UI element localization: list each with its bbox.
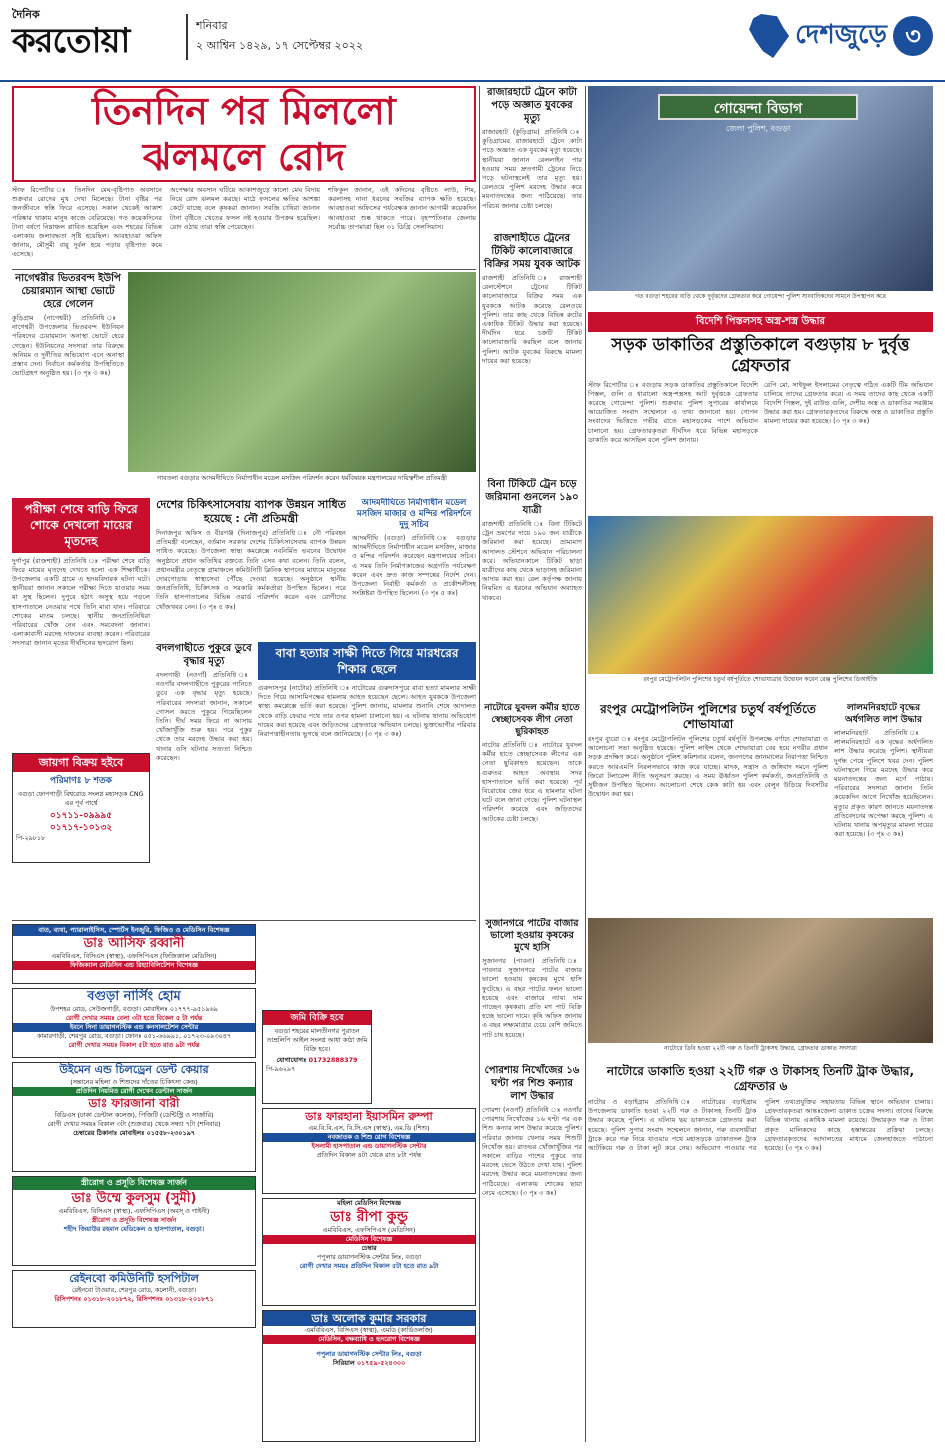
story-no-ticket — [482, 478, 582, 696]
rangpur-headline: রংপুর মেট্রোপলিটন পুলিশের চতুর্থ বর্ষপূর্তিতে শোভাযাত্রা — [600, 702, 816, 731]
father-body: গুরুদাসপুর (নাটোর) প্রতিনিধি ঃ নাটোরের গুরুদাসপুরে বাবা হত্যা মামলার সাক্ষী দিতে গিয়ে আসামিপক্ষের হামলায় আহত হয়েছেন ছেলে। আহত যুবককে উপজেলা স্বাস্থ্য কমপ্লেক্সে ভর্তি করা হয়েছে। পুলিশ জানায়, মামলার শুনানি শেষে আদালত থেকে বাড়ি ফেরার পথে তার ওপর হামলা চালানো হয়। এ ঘটনায় থানায় অভিযোগ দায়ের করা হয়েছে এবং জড়িতদের গ্রেফতারে অভিযান চলছে। ভুক্তভোগীর পরিবার নিরাপত্তাহীনতায় ভুগছে বলে জানিয়েছে। (৩ পৃঃ ৩ কঃ) — [258, 684, 476, 739]
page-number: ৩ — [893, 16, 933, 56]
rajshahi-ticket-body: রাজশাহী প্রতিনিধি ঃ রাজশাহী রেলস্টেশনে ট্রেনের টিকিট কালোবাজারে বিক্রির সময় এক যুবককে আটক করেছে রেলওয়ে পুলিশ। তার কাছ থেকে বিভিন্ন রুটের একাধিক টিকিট উদ্ধার করা হয়েছে। দীর্ঘদিন ধরে চক্রটি টিকিট কালোবাজারি করছিল বলে জানায় পুলিশ। আটক যুবকের বিরুদ্ধে মামলা দায়ের করা হয়েছে। — [482, 274, 582, 365]
story-rajshahi-ticket — [482, 232, 582, 472]
mosque-headline: আদমদীঘিতে নির্মাণাধীন মডেল মসজিদ মাজার ও মন্দির পরিদর্শনে দুদু সচিব — [356, 498, 472, 530]
health-body: দিনাজপুর অফিস ও বীরগঞ্জ (দিনাজপুর) প্রতিনিধি ঃ নৌ পরিবহন প্রতিমন্ত্রী বলেছেন, বর্তমান সরকার দেশের চিকিৎসাসেবায় ব্যাপক উন্নয়ন সাধিত করেছে। উপজেলা স্বাস্থ্য কমপ্লেক্সে নবনির্মিত ভবনের উদ্বোধন অনুষ্ঠানে প্রধান অতিথির বক্তব্যে তিনি এসব কথা বলেন। তিনি বলেন, প্রধানমন্ত্রীর নেতৃত্বে গ্রামাঞ্চলে কমিউনিটি ক্লিনিক স্থাপনের মাধ্যমে মানুষের দোরগোড়ায় স্বাস্থ্যসেবা পৌঁছে দেওয়া হয়েছে। অনুষ্ঠানে স্থানীয় জনপ্রতিনিধি, চিকিৎসক ও সরকারি কর্মকর্তারা উপস্থিত ছিলেন। পরে তিনি হাসপাতালের বিভিন্ন ওয়ার্ড পরিদর্শন করেন এবং রোগীদের খোঁজখবর নেন। (৩ পৃঃ ৫ কঃ) — [156, 529, 346, 611]
natore-cattle-headline: নাটোরে ডাকাতি হওয়া ২২টি গরু ও টাকাসহ তিনটি ট্রাক উদ্ধার, গ্রেফতার ৬ — [606, 1064, 915, 1093]
ad-dental-sub: (সন্তানের মহিলা ও শিশুদের দাঁতের চিকিৎসা কেন্দ্র) — [70, 1077, 198, 1086]
ad-rainbow-name: রেইনবো কমিউনিটি হসপিটাল — [69, 1272, 199, 1285]
ad-land2-body: বগুড়া শহরের মালতীনগর পুরাতন তাম্রলিপি আইল সংলগ্ন আধা কাঠা জমি বিক্রি হবে। — [266, 1027, 368, 1054]
photo-cattle-caption: নাটোরে ডিবি হওয়া ২২টি গরু ও তিনটি ট্রাকসহ উদ্ধার, গ্রেফতার ডাকাত সদস্যরা — [664, 1045, 857, 1052]
lead-body-1: স্টাফ রিপোর্টার ঃ তিনদিন মেঘ-বৃষ্টিপাত অবসানে শুক্রবার রোদের মুখ দেখা মিলেছে। টানা বৃষ্টির পর জনজীবনে স্বস্তি ফিরে এসেছে। সকাল থেকেই আকাশ পরিষ্কার থাকায় মানুষ কাজে বেরিয়েছে। গত কয়েকদিনের টানা বর্ষণে নিম্নাঞ্চল প্লাবিত হয়েছিল এবং শহরের বিভিন্ন এলাকায় জলাবদ্ধতা সৃষ্টি হয়েছিল। আবহাওয়া অফিস জানায়, মৌসুমী বায়ু দুর্বল হয়ে পড়ায় বৃষ্টিপাত কমে এসেছে। — [12, 186, 162, 259]
rajarhat-body: রাজারহাট (কুড়িগ্রাম) প্রতিনিধি ঃ কুড়িগ্রামের রাজারহাটে ট্রেনে কাটা পড়ে অজ্ঞাত এক যুবকের মৃত্যু হয়েছে। স্থানীয়রা জানান রেললাইন পার হওয়ার সময় দ্রুতগামী ট্রেনের নিচে পড়ে ঘটনাস্থলেই তার মৃত্যু হয়। রেলওয়ে পুলিশ মরদেহ উদ্ধার করে ময়নাতদন্তের জন্য পাঠিয়েছে। তার পরিচয় জানার চেষ্টা চলছে। — [482, 128, 582, 210]
health-headline: দেশের চিকিৎসাসেবায় ব্যাপক উন্নয়ন সাধিত হয়েছে : নৌ প্রতিমন্ত্রী — [156, 498, 346, 525]
father-headline: বাবা হত্যার সাক্ষী দিতে গিয়ে মারধরের শিকার ছেলে — [258, 642, 476, 680]
photo-rangpur — [588, 516, 933, 698]
ad-dental-phone: মোবাইলঃ ০১৫৫৮-২৩০১৯৭ — [119, 1128, 195, 1137]
ad-gynae-band: স্ত্রীরোগ ও প্রসূতি বিশেষজ্ঞ সার্জন — [13, 1177, 255, 1190]
ad-dental-band: প্রতিদিন নিয়মিত রোগী দেখেন ডেন্টাল সার্জন — [13, 1087, 255, 1096]
ad-gynae — [12, 1176, 256, 1266]
robbery-tag: বিদেশি পিস্তলসহ অস্ত্র-শস্ত্র উদ্ধার — [588, 312, 933, 332]
no-ticket-body: রাজশাহী প্রতিনিধি ঃ বিনা টিকিটে ট্রেন ভ্রমণের দায়ে ১৯০ জন যাত্রীকে জরিমানা করা হয়েছে। ভ্রাম্যমাণ আদালত স্টেশনে অভিযান পরিচালনা করে। অভিযানকালে টিকিট ছাড়া যাত্রীদের কাছ থেকে ভাড়াসহ জরিমানা আদায় করা হয়। রেল কর্তৃপক্ষ জানায় নিয়মিত এ ধরনের অভিযান অব্যাহত থাকবে। — [482, 520, 582, 602]
story-mosque — [352, 498, 476, 636]
porsha-headline: পোরশায় নিখোঁজের ১৬ ঘণ্টা পর শিশু কন্যার লাশ উদ্ধার — [484, 1065, 580, 1102]
robbery-body-2: রেপি মো. সাইফুল ইসলামের নেতৃত্বে গঠিত একটি টিম অভিযান চালিয়ে তাদের গ্রেফতার করে। এ সময় তাদের কাছ থেকে একটি বিদেশি পিস্তল, দুই রাউন্ড গুলি, দেশীয় অস্ত্র ও ডাকাতির সরঞ্জাম উদ্ধার করা হয়। গ্রেফতারকৃতদের বিরুদ্ধে অস্ত্র ও ডাকাতির প্রস্তুতি মামলা দায়ের করা হয়েছে। (৩ পৃঃ ৩ কঃ) — [764, 380, 933, 426]
lead-headline-line1: তিনদিন পর মিললো — [92, 89, 396, 133]
photo-cattle-image — [588, 918, 933, 1043]
ad-rainbow-phones: রিসিপশনঃ ০১৩১৮-২০১৮৭২, রিসিপশনঃ ০১৩১৮-২০১৮৭১ — [54, 1295, 214, 1303]
section-label — [749, 14, 933, 58]
ad-ibne-name: ইবনে সিনা ডায়াগনস্টিক এন্ড কনসালটেশন সেন্টার — [13, 1023, 255, 1032]
photo-mosque-visit-caption: গাবতলা বগুড়ার আদমদীঘিতে নির্মাণাধীন মডেল মসজিদ পরিদর্শন করেন ধর্মবিষয়ক মন্ত্রণালয়ের দায়িত্বশীল প্রতিমন্ত্রী — [157, 474, 447, 482]
photo-banner: গোয়েন্দা বিভাগ — [658, 94, 858, 120]
porsha-body: পোরশা (নওগাঁ) প্রতিনিধি ঃ নওগাঁর পোরশায় নিখোঁজের ১৬ ঘণ্টা পর এক শিশু কন্যার লাশ উদ্ধার করেছে পুলিশ। পরিবার জানায় খেলার সময় শিশুটি নিখোঁজ হয়। রাতভর খোঁজাখুঁজির পর সকালে বাড়ির পাশের পুকুরে তার মরদেহ ভেসে উঠতে দেখা যায়। পুলিশ মরদেহ উদ্ধার করে ময়নাতদন্তের জন্য পাঠিয়েছে। এলাকায় শোকের ছায়া নেমে এসেছে। (৩ পৃঃ ৩ কঃ) — [482, 1106, 582, 1197]
jute-headline: সুজানগরে পাটের বাজার ভালো হওয়ায় কৃষকের মুখে হাসি — [485, 918, 579, 953]
ad-rumpa-name: ডাঃ ফারহানা ইয়াসমিন রুম্পা — [305, 1110, 433, 1123]
ad-ripa-degree: এমবিবিএস, এফসিপিএস (মেডিসিন) — [322, 1226, 416, 1234]
ad-dental-time: রোগী দেখার সময়ঃ বিকাল ৩টা (শুক্রবার) থেকে সন্ধ্যা ৭টা (শনিবার) — [47, 1119, 221, 1128]
ad-nursing-name: বগুড়া নার্সিং হোম — [87, 989, 181, 1004]
ad-rainbow — [12, 1270, 256, 1328]
ad-olok-phone: ০১৭৫৯-৫২৪৩০০ — [356, 1359, 406, 1367]
logo-name: করতোয়া — [12, 20, 130, 61]
ad-rabbani-degree: এমবিবিএস, বিসিএস (স্বাস্থ্য), এফসিপিএস (ফিজিক্যাল মেডিসিন) — [51, 951, 217, 960]
jute-body: সুজানগর (পাবনা) প্রতিনিধি ঃ পাবনার সুজানগরে পাটের বাজার ভালো হওয়ায় কৃষকের মুখে হাসি ফুটেছে। এ বছর পাটের ফলন ভালো হয়েছে এবং বাজারে ন্যায্য দাম পাচ্ছেন কৃষকরা। প্রতি মণ পাট বিক্রি হচ্ছে ভালো দামে। কৃষি অফিস জানায় এ বছর লক্ষ্যমাত্রার চেয়ে বেশি জমিতে পাট চাষ হয়েছে। — [482, 957, 582, 1039]
masthead-date — [196, 16, 363, 56]
date: ২ আশ্বিন ১৪২৯, ১৭ সেপ্টেম্বর ২০২২ — [196, 39, 364, 52]
drown-headline: বদলগাছীতে পুকুরে ডুবে বৃদ্ধার মৃত্যু — [156, 643, 252, 667]
ad-land2-code: পি-৯৬২৯৭ — [266, 1065, 296, 1074]
ad-dental-chamber-label: চেম্বারের ঠিকানাঃ — [73, 1128, 118, 1137]
ad-dental-degree: বিডিএস (ঢাকা ডেন্টাল কলেজ), পিজিটি (ডেন্টিস্ট্রি ও সার্জারি) — [54, 1110, 214, 1119]
photo-cattle — [588, 918, 933, 1060]
story-nageshwari — [12, 272, 124, 494]
ad-olok-band: মেডিসিন, বক্ষব্যাধি ও হৃদরোগ বিশেষজ্ঞ — [263, 1335, 475, 1344]
story-rangpur — [588, 702, 828, 912]
exam-body: দুর্গাপুর (রাজশাহী) প্রতিনিধি ঃ পরীক্ষা শেষে বাড়ি ফিরে মায়ের মৃতদেহ দেখতে হলো এক শিক্ষার্থীকে। উপজেলার একটি গ্রামে এ হৃদয়বিদারক ঘটনা ঘটে। স্থানীয়রা জানান সকালে পরীক্ষা দিতে যাওয়ার সময় মা সুস্থ ছিলেন। দুপুরে হঠাৎ অসুস্থ হয়ে পড়লে হাসপাতালে নেওয়ার পথে তিনি মারা যান। পরিবারে শোকের মাতম চলছে। স্থানীয় জনপ্রতিনিধিরা পরিবারের খোঁজ নেন এবং সমবেদনা জানান। এলাকাবাসী মরদেহ দাফনের ব্যবস্থা করেন। পরিবারের সদস্যরা জানান মৃতের দীর্ঘদিনের হৃদরোগ ছিল। — [12, 556, 150, 648]
ad-rabbani-name: ডাঃ আসিফ রব্বানী — [83, 935, 185, 951]
bangladesh-map-icon — [749, 14, 789, 58]
robbery-body-1: স্টাফ রিপোর্টার ঃ বগুড়ায় সড়ক ডাকাতির প্রস্তুতিকালে বিদেশি পিস্তল, গুলি ও ধারালো অস্ত্র-শস্ত্রসহ আট দুর্বৃত্তকে গ্রেফতার করেছে গোয়েন্দা পুলিশ। শুক্রবার পুলিশ সুপারের কার্যালয়ে আয়োজিত সংবাদ সম্মেলনে এ তথ্য জানানো হয়। গোপন সংবাদের ভিত্তিতে গভীর রাতে মহাসড়কের পাশে অভিযান চালানো হয়। গ্রেফতারকৃতরা দীর্ঘদিন ধরে বিভিন্ন মহাসড়কে ডাকাতি করে আসছিল বলে পুলিশ জানায়। — [588, 380, 758, 444]
photo-rangpur-image — [588, 516, 933, 674]
ad-ripa-name: ডাঃ রীপা কুন্ডু — [330, 1209, 408, 1225]
ad-nursing-time: রোগী দেখার সময়ঃ বেলা ৩টা হতে বিকেল ৫ টা পর্যন্ত — [65, 1014, 203, 1022]
ad-land-area: পরিমাণঃ ৮ শতক — [50, 776, 112, 787]
lalmonirhat-headline: লালমনিরহাটে বৃদ্ধের অর্ধগলিত লাশ উদ্ধার — [845, 703, 922, 725]
row-rule — [12, 269, 476, 270]
newspaper-logo — [12, 8, 129, 59]
ad-gynae-hospital: শহীদ জিয়াউর রহমান মেডিকেল ও হাসপাতাল, বগুড়া। — [64, 1224, 204, 1233]
section-name: দেশজুড়ে — [795, 20, 887, 51]
ad-land2-label: যোগাযোগঃ — [276, 1056, 307, 1065]
ad-olok-degree: এমবিবিএস, বিসিএস (স্বাস্থ্য), এমডি (কার্ডিওলজি) — [305, 1326, 433, 1334]
ad-ripa-serial: রোগী দেখার সময়ঃ প্রতিদিন বিকাল ৫টা হতে রাত ৯টা — [299, 1262, 439, 1270]
nageshwari-body: কুড়িগ্রাম (নাগেশ্বরী) প্রতিনিধি ঃ নাগেশ্বরী উপজেলার ভিতরবন্দ ইউনিয়ন পরিষদের চেয়ারম্যান অনাস্থা ভোটে হেরে গেছেন। ইউনিয়নের সদস্যরা তার বিরুদ্ধে অনিয়ম ও দুর্নীতির অভিযোগ এনে অনাস্থা প্রস্তাব দেন। নির্বাচন কর্মকর্তার উপস্থিতিতে ভোটগ্রহণ অনুষ্ঠিত হয়। (৩ পৃঃ ৩ কঃ) — [12, 314, 124, 378]
lead-body-3: শফিকুল জানান, এই কদিনের বৃষ্টিতে লাউ, শিম, করলাসহ নানা ধরনের সবজির ব্যাপক ক্ষতি হয়েছে। আবহাওয়া অফিসের পর্যবেক্ষক জানান আগামী কয়েকদিন আবহাওয়া শুষ্ক থাকতে পারে। বৃহস্পতিবার জেলায় সর্বোচ্চ তাপমাত্রা ছিল ৩১ ডিগ্রি সেলসিয়াস। — [328, 186, 476, 231]
story-jute — [482, 918, 582, 1058]
drown-body: বদলগাছী (নওগাঁ) প্রতিনিধি ঃ নওগাঁর বদলগাছীতে পুকুরের পানিতে ডুবে এক বৃদ্ধার মৃত্যু হয়েছে। পরিবারের সদস্যরা জানান, সকালে গোসল করতে পুকুরে গিয়েছিলেন তিনি। দীর্ঘ সময় ফিরে না আসায় খোঁজাখুঁজি শুরু হয়। পরে পুকুর থেকে তার মরদেহ উদ্ধার করা হয়। থানার ওসি ঘটনার সত্যতা নিশ্চিত করেছেন। — [156, 671, 252, 762]
ad-ripa-band: মেডিসিন বিশেষজ্ঞ — [263, 1235, 475, 1244]
ad-ibne-addr: কামারগাড়ী, শেরপুর রোড, বগুড়া। ফোনঃ ০৫১-৬৬৯৯১, ০১৭২৩-০৯৩০৪৭ — [36, 1032, 232, 1040]
ad-olok — [262, 1310, 476, 1442]
ad-gynae-doctor: ডাঃ উম্মে কুলসুম (সুমী) — [71, 1190, 197, 1206]
column-rule — [479, 86, 480, 1442]
ad-ripa — [262, 1198, 476, 1306]
ad-nursing-addr: উপশহর রোড, সেউজগাড়ী, বগুড়া। মোবাইলঃ ০১৭৭৭-৯৫১৯৬৯ — [50, 1005, 218, 1013]
ad-ripa-chamber-label: চেম্বার — [361, 1244, 377, 1252]
natore-youth-headline: নাটোরে যুবদল কর্মীর হাতে স্বেচ্ছাসেবক লীগ নেতা ছুরিকাহত — [484, 703, 580, 737]
ad-rumpa-band: নবজাতক ও শিশু রোগ বিশেষজ্ঞ — [263, 1133, 475, 1142]
mosque-body: আদমদীঘি (বগুড়া) প্রতিনিধি ঃ বগুড়ার আদমদীঘিতে নির্মাণাধীন মডেল মসজিদ, মাজার ও মন্দির পরিদর্শন করেছেন মন্ত্রণালয়ের সচিব। এ সময় তিনি নির্মাণকাজের অগ্রগতি পর্যবেক্ষণ করেন এবং দ্রুত কাজ সম্পন্নের নির্দেশ দেন। উপজেলা নির্বাহী কর্মকর্তা ও প্রকৌশলীসহ সংশ্লিষ্টরা উপস্থিত ছিলেন। (৩ পৃঃ ৫ কঃ) — [352, 534, 476, 598]
exam-headline: পরীক্ষা শেষে বাড়ি ফিরে শোকে দেখলো মায়ের মৃতদেহ — [12, 498, 150, 553]
natore-cattle-body: নাটোর ও বড়াইগ্রাম প্রতিনিধি ঃ নাটোরের বড়াইগ্রাম উপজেলায় ডাকাতি হওয়া ২২টি গরু ও টাকাসহ তিনটি ট্রাক উদ্ধার করেছে পুলিশ। এ ঘটনায় ছয় ডাকাতকে গ্রেফতার করা হয়েছে। পুলিশ সুপার সংবাদ সম্মেলনে জানান, গরু ব্যবসায়ীরা ট্রাকে করে গরু নিয়ে যাওয়ার পথে মহাসড়কে ডাকাতদল ট্রাক আটকিয়ে গরু ও টাকা লুট করে নেয়। অভিযোগ পাওয়ার পর পুলিশ তথ্যপ্রযুক্তির সহায়তায় বিভিন্ন স্থানে অভিযান চালায়। গ্রেফতারকৃতরা আন্তঃজেলা ডাকাত চক্রের সদস্য। তাদের বিরুদ্ধে বিভিন্ন থানায় একাধিক মামলা রয়েছে। উদ্ধারকৃত গরু ও টাকা প্রকৃত মালিকদের কাছে হস্তান্তরের প্রক্রিয়া চলছে। গ্রেফতারকৃতদের আদালতের মাধ্যমে জেলহাজতে পাঠানো হয়েছে। (৩ পৃঃ ৩ কঃ) — [588, 1098, 933, 1153]
weekday: শনিবার — [196, 19, 228, 32]
ad-dental-doctor: ডাঃ ফারজানা বারী — [88, 1095, 180, 1110]
story-drown — [156, 642, 252, 862]
logo-daily: দৈনিক — [12, 8, 40, 21]
story-exam — [12, 498, 150, 918]
photo-mosque-visit — [128, 272, 476, 494]
nageshwari-headline: নাগেশ্বরীর ভিতরবন্দ ইউপি চেয়ারম্যান আস্থা ভোটে হেরে গেলেন — [15, 273, 121, 310]
robbery-body-columns — [588, 381, 933, 499]
ad-ripa-chamber: পপুলার ডায়াগনস্টিক সেন্টার লিঃ, বগুড়া — [316, 1253, 422, 1261]
ad-gynae-degree: এমবিবিএস, বিসিএস (স্বাস্থ্য), এফসিপিএস (অবস্ ও গাইনী) — [58, 1206, 210, 1215]
lead-headline-line2: ঝলমলে রোদ — [142, 135, 346, 179]
ad-rumpa-hospital: ইসলামী হাসপাতাল এন্ড ডায়াগনস্টিক সেন্টার — [311, 1142, 427, 1150]
ad-ripa-top: মহিলা মেডিসিন বিশেষজ্ঞ — [337, 1199, 401, 1207]
ad-land-sale-2 — [262, 1010, 372, 1104]
rajshahi-ticket-headline: রাজশাহীতে ট্রেনের টিকিট কালোবাজারে বিক্রির সময় যুবক আটক — [483, 233, 581, 270]
masthead-divider — [186, 14, 188, 60]
ad-rumpa — [262, 1108, 476, 1194]
photo-police-arrest-image — [588, 86, 933, 291]
ad-rabbani-band: ফিজিক্যাল মেডিসিন এন্ড রিহ্যাবিলিটেশন বিশেষজ্ঞ — [13, 961, 255, 970]
photo-mosque-visit-image — [128, 272, 476, 472]
ad-ibne-time: রোগী দেখার সময়ঃ বিকাল ৫টা হতে রাত ৯টা পর্যন্ত — [68, 1041, 200, 1049]
natore-youth-body: নাটোর প্রতিনিধি ঃ নাটোরে যুবদল কর্মীর হাতে স্বেচ্ছাসেবক লীগের এক নেতা ছুরিকাহত হয়েছেন। তাকে গুরুতর আহত অবস্থায় সদর হাসপাতালে ভর্তি করা হয়েছে। পূর্ব বিরোধের জের ধরে এ হামলার ঘটনা ঘটে বলে জানা গেছে। পুলিশ ঘটনাস্থল পরিদর্শন করেছে এবং জড়িতদের আটকের চেষ্টা চলছে। — [482, 741, 582, 823]
row-rule — [12, 920, 476, 921]
ad-rabbani — [12, 924, 256, 984]
lalmonirhat-body: লালমনিরহাট প্রতিনিধি ঃ লালমনিরহাটে এক বৃদ্ধের অর্ধগলিত লাশ উদ্ধার করেছে পুলিশ। স্থানীয়রা দুর্গন্ধ পেয়ে পুলিশে খবর দেন। পুলিশ ঘটনাস্থলে গিয়ে মরদেহ উদ্ধার করে ময়নাতদন্তের জন্য মর্গে পাঠায়। পরিবারের সদস্যরা জানান তিনি কয়েকদিন আগে নিখোঁজ হয়েছিলেন। মৃত্যুর প্রকৃত কারণ জানতে ময়নাতদন্ত প্রতিবেদনের অপেক্ষা করছে পুলিশ। এ ঘটনায় থানায় অপমৃত্যুর মামলা দায়ের করা হয়েছে। (৩ পৃঃ ৩ কঃ) — [834, 729, 933, 839]
story-health — [156, 498, 346, 636]
photo-rangpur-caption: রংপুর মেট্রোপলিটন পুলিশের চতুর্থ বর্ষপূর্তিতে শোভাযাত্রার উদ্বোধন করেন রেঞ্জ পুলিশের ডিআইজি — [643, 676, 878, 683]
ad-nursing-home — [12, 988, 256, 1058]
photo-subbanner: জেলা পুলিশ, বগুড়া — [725, 124, 791, 133]
ad-land-title: জায়গা বিক্রয় হইবে — [13, 754, 149, 773]
ad-dental-care — [12, 1062, 256, 1172]
no-ticket-headline: বিনা টিকিটে ট্রেন চড়ে জরিমানা গুনলেন ১৯০ যাত্রী — [485, 479, 579, 516]
rajarhat-headline: রাজারহাটে ট্রেনে কাটা পড়ে অজ্ঞাত যুবকের মৃত্যু — [487, 87, 577, 124]
ad-land-code: পি-২৯৮১৮ — [16, 833, 46, 842]
ad-dental-name: উইমেন এন্ড চিলড্রেন ডেন্ট কেয়ার — [59, 1063, 209, 1076]
ad-land-location: বগুড়া ফোপগাড়ী বিশ্বরোড সংলগ্ন মহাসড়ক CNG এর পূর্ব পার্শ্বে — [18, 789, 144, 807]
ad-land-phone-1: ০১৭১১-০৯৯৯৫ — [49, 810, 113, 821]
ad-land-phone-2: ০১৭১৭-১০১৩২ — [49, 822, 113, 833]
ad-olok-footer: পপুলার ডায়াগনস্টিক সেন্টার লিঃ, বগুড়া — [316, 1350, 422, 1358]
lead-body-2: অপেক্ষার অবসান ঘটিয়ে আকাশজুড়ে কালো মেঘ বিদায় নিয়ে রোদ ঝলমল করছে। মাঠে ফসলের ক্ষতির আশঙ্কা কেটে যাচ্ছে বলে কৃষকরা জানান। সবজি চাষিরা জানান টানা বৃষ্টিতে খেতের ফসল নষ্ট হওয়ার উপক্রম হয়েছিল। রোদ ওঠায় তারা স্বস্তি পেয়েছেন। — [170, 186, 320, 231]
story-lalmonirhat — [834, 702, 933, 912]
story-father — [258, 642, 476, 862]
robbery-headline: সড়ক ডাকাতির প্রস্তুতিকালে বগুড়ায় ৮ দুর্বৃত্ত গ্রেফতার — [611, 334, 910, 376]
ad-land2-phone: 01732888379 — [308, 1056, 358, 1065]
story-natore-youth — [482, 702, 582, 912]
ad-land2-title: জমি বিক্রি হবে — [263, 1011, 371, 1025]
ad-rumpa-degree: এম.বি.বি.এস, বি.সি.এস (স্বাস্থ্য), এম.ডি (শিশু) — [308, 1124, 430, 1132]
story-natore-cattle — [588, 1064, 933, 1444]
ad-rainbow-addr: রেইনবো টাওয়ার, শেরপুর রোড, কলোনী, বগুড়া। — [71, 1286, 197, 1294]
ad-olok-serial-label: সিরিয়াল — [332, 1359, 355, 1367]
ad-land-sale — [12, 753, 150, 863]
ad-rumpa-time: প্রতিদিন বিকাল ৪টা থেকে রাত ৮টা পর্যন্ত — [316, 1151, 422, 1159]
ad-rabbani-top: বাত, ব্যথা, প্যারালাইসিস, স্পোর্টস ইনজুরি, ফিজিও ও মেডিসিন বিশেষজ্ঞ — [13, 925, 255, 936]
lead-headline-box — [12, 86, 476, 182]
ad-olok-name: ডাঃ অলোক কুমার সরকার — [263, 1311, 475, 1326]
story-robbery — [588, 312, 933, 512]
masthead — [0, 0, 945, 82]
ad-gynae-specialty: স্ত্রীরোগ ও প্রসূতি বিশেষজ্ঞ সার্জন — [91, 1215, 177, 1224]
photo-police-caption: গত বগুড়া শহরের বাড়ি থেকে দুর্বৃত্তদের গ্রেফতার করে গোয়েন্দা পুলিশ সাংবাদিকদের সামনে উপস্থাপন করে — [635, 293, 886, 300]
story-porsha — [482, 1064, 582, 1444]
column-rule — [585, 86, 586, 1442]
photo-police-arrest — [588, 86, 933, 308]
story-rajarhat — [482, 86, 582, 226]
rangpur-body: রংপুর ব্যুরো ঃ রংপুর মেট্রোপলিটন পুলিশের চতুর্থ বর্ষপূর্তি উপলক্ষে বর্ণাঢ্য শোভাযাত্রা ও আলোচনা সভা অনুষ্ঠিত হয়েছে। পুলিশ লাইন্স থেকে শোভাযাত্রা বের হয়ে নগরীর প্রধান সড়ক প্রদক্ষিণ করে। অনুষ্ঠানে পুলিশ কমিশনার বলেন, জনগণের জানমালের নিরাপত্তা নিশ্চিত করতে আরএমপি নিরলসভাবে কাজ করে যাচ্ছে। মাদক, সন্ত্রাস ও জঙ্গিবাদ দমনে পুলিশ জিরো টলারেন্স নীতি অনুসরণ করছে। এ সময় ঊর্ধ্বতন পুলিশ কর্মকর্তা, জনপ্রতিনিধি ও সুধীজন উপস্থিত ছিলেন। আলোচনা শেষে কেক কাটা হয় এবং বেলুন উড়িয়ে দিবসটির উদ্বোধন করা হয়। — [588, 735, 828, 799]
